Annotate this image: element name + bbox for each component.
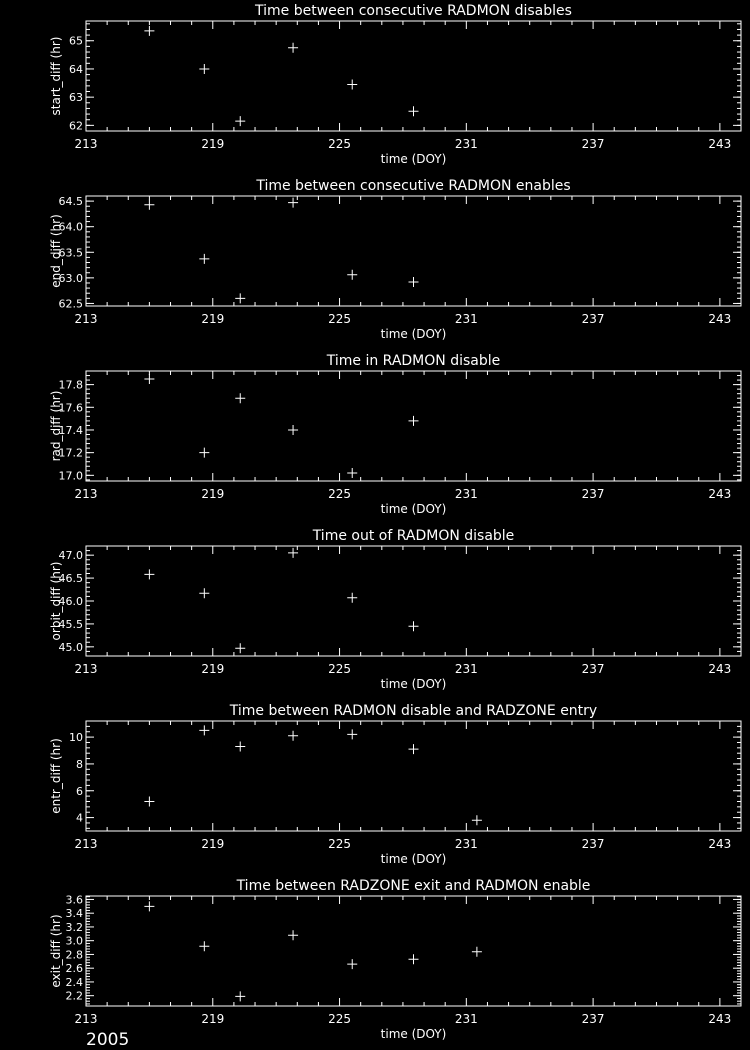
chart-title: Time out of RADMON disable xyxy=(312,528,515,544)
data-point xyxy=(409,954,419,964)
data-point xyxy=(347,468,357,478)
x-tick-label: 237 xyxy=(581,487,605,501)
x-tick-label: 231 xyxy=(454,837,478,851)
x-tick-label: 219 xyxy=(201,662,225,676)
data-point xyxy=(144,901,154,911)
data-point xyxy=(409,744,419,754)
y-axis-label: orbit_diff (hr) xyxy=(49,561,63,641)
data-point xyxy=(409,621,419,631)
data-point xyxy=(288,548,298,558)
y-tick-label: 2.4 xyxy=(65,975,83,989)
y-tick-label: 6 xyxy=(76,784,83,798)
y-tick-label: 17.6 xyxy=(58,401,83,415)
y-axis-label: end_diff (hr) xyxy=(49,214,63,288)
x-tick-label: 219 xyxy=(201,837,225,851)
y-tick-label: 3.6 xyxy=(65,893,83,907)
y-axis-label: start_diff (hr) xyxy=(49,36,63,116)
data-point xyxy=(409,277,419,287)
x-axis-label: time (DOY) xyxy=(380,677,447,691)
data-point xyxy=(144,200,154,210)
y-tick-label: 64.5 xyxy=(58,195,83,209)
x-tick-label: 225 xyxy=(328,662,352,676)
x-tick-label: 243 xyxy=(708,487,732,501)
data-point xyxy=(288,731,298,741)
x-tick-label: 243 xyxy=(708,1012,732,1026)
x-tick-label: 231 xyxy=(454,487,478,501)
data-point xyxy=(235,741,245,751)
data-point xyxy=(199,725,209,735)
data-point xyxy=(199,448,209,458)
y-axis-label: entr_diff (hr) xyxy=(49,738,63,814)
y-tick-label: 63.0 xyxy=(58,271,83,285)
y-tick-label: 2.2 xyxy=(65,989,83,1003)
x-tick-label: 231 xyxy=(454,662,478,676)
y-tick-label: 63 xyxy=(69,91,83,105)
y-tick-label: 17.0 xyxy=(58,469,83,483)
x-tick-label: 237 xyxy=(581,837,605,851)
data-point xyxy=(144,26,154,36)
y-tick-label: 63.5 xyxy=(58,246,83,260)
data-point xyxy=(472,947,482,957)
data-point xyxy=(235,116,245,126)
data-point xyxy=(199,254,209,264)
y-tick-label: 64 xyxy=(69,62,83,76)
chart-panel-6 xyxy=(49,878,741,1041)
x-tick-label: 219 xyxy=(201,312,225,326)
x-tick-label: 213 xyxy=(74,837,98,851)
y-tick-label: 3.4 xyxy=(65,907,83,921)
data-point xyxy=(235,991,245,1001)
plot-frame xyxy=(86,196,741,306)
data-point xyxy=(144,569,154,579)
y-tick-label: 62 xyxy=(69,119,83,133)
data-point xyxy=(235,293,245,303)
x-tick-label: 213 xyxy=(74,1012,98,1026)
plot-frame xyxy=(86,721,741,831)
x-tick-label: 225 xyxy=(328,487,352,501)
x-tick-label: 225 xyxy=(328,312,352,326)
chart-panel-1 xyxy=(49,3,741,166)
x-tick-label: 231 xyxy=(454,1012,478,1026)
x-tick-label: 231 xyxy=(454,312,478,326)
data-point xyxy=(409,416,419,426)
x-tick-label: 243 xyxy=(708,837,732,851)
chart-title: Time in RADMON disable xyxy=(326,353,501,369)
x-tick-label: 243 xyxy=(708,662,732,676)
data-point xyxy=(472,815,482,825)
chart-title: Time between consecutive RADMON enables xyxy=(256,178,571,194)
chart-title: Time between RADZONE exit and RADMON enable xyxy=(236,878,591,894)
y-tick-label: 62.5 xyxy=(58,297,83,311)
y-tick-label: 45.0 xyxy=(58,640,83,654)
y-tick-label: 65 xyxy=(69,34,83,48)
x-axis-label: time (DOY) xyxy=(380,152,447,166)
data-point xyxy=(235,393,245,403)
plot-frame xyxy=(86,371,741,481)
y-tick-label: 2.6 xyxy=(65,962,83,976)
y-tick-label: 64.0 xyxy=(58,220,83,234)
y-tick-label: 2.8 xyxy=(65,948,83,962)
data-point xyxy=(288,425,298,435)
chart-panel-2 xyxy=(49,178,741,341)
plot-frame xyxy=(86,896,741,1006)
y-tick-label: 46.0 xyxy=(58,595,83,608)
x-tick-label: 225 xyxy=(328,837,352,851)
data-point xyxy=(144,796,154,806)
data-point xyxy=(199,941,209,951)
y-tick-label: 46.5 xyxy=(58,572,83,586)
data-point xyxy=(347,593,357,603)
data-point xyxy=(347,79,357,89)
x-tick-label: 237 xyxy=(581,662,605,676)
x-tick-label: 213 xyxy=(74,312,98,326)
data-point xyxy=(288,930,298,940)
y-tick-label: 10 xyxy=(69,731,83,745)
x-tick-label: 237 xyxy=(581,312,605,326)
chart-title: Time between RADMON disable and RADZONE entry xyxy=(229,703,598,719)
data-point xyxy=(199,588,209,598)
x-axis-label: time (DOY) xyxy=(380,502,447,516)
chart-panel-4 xyxy=(49,528,741,691)
x-tick-label: 243 xyxy=(708,137,732,151)
x-tick-label: 231 xyxy=(454,137,478,151)
y-tick-label: 3.0 xyxy=(65,934,83,948)
x-tick-label: 213 xyxy=(74,487,98,501)
x-tick-label: 219 xyxy=(201,487,225,501)
x-axis-label: time (DOY) xyxy=(380,327,447,341)
data-point xyxy=(199,64,209,74)
x-tick-label: 225 xyxy=(328,1012,352,1026)
y-tick-label: 4 xyxy=(76,811,83,825)
y-tick-label: 17.2 xyxy=(58,446,83,460)
data-point xyxy=(347,729,357,739)
x-tick-label: 213 xyxy=(74,137,98,151)
y-axis-label: exit_diff (hr) xyxy=(49,914,63,988)
x-tick-label: 219 xyxy=(201,1012,225,1026)
y-tick-label: 8 xyxy=(76,757,83,771)
x-tick-label: 213 xyxy=(74,662,98,676)
year-label: 2005 xyxy=(86,1030,130,1050)
y-tick-label: 17.8 xyxy=(58,378,83,392)
chart-title: Time between consecutive RADMON disables xyxy=(255,3,572,19)
y-tick-label: 45.5 xyxy=(58,617,83,631)
x-tick-label: 237 xyxy=(581,137,605,151)
x-tick-label: 219 xyxy=(201,137,225,151)
data-point xyxy=(288,198,298,208)
x-tick-label: 243 xyxy=(708,312,732,326)
data-point xyxy=(347,270,357,280)
chart-panel-5 xyxy=(49,703,741,866)
x-tick-label: 225 xyxy=(328,137,352,151)
y-tick-label: 47.0 xyxy=(58,549,83,563)
y-tick-label: 3.2 xyxy=(65,920,83,934)
data-point xyxy=(144,374,154,384)
plot-frame xyxy=(86,546,741,656)
x-tick-label: 237 xyxy=(581,1012,605,1026)
data-point xyxy=(288,43,298,53)
y-axis-label: rad_diff (hr) xyxy=(49,390,63,462)
y-tick-label: 17.4 xyxy=(58,423,83,437)
data-point xyxy=(235,643,245,653)
x-axis-label: time (DOY) xyxy=(380,852,447,866)
data-point xyxy=(409,106,419,116)
chart-panel-3 xyxy=(49,353,741,516)
data-point xyxy=(347,959,357,969)
x-axis-label: time (DOY) xyxy=(380,1027,447,1041)
